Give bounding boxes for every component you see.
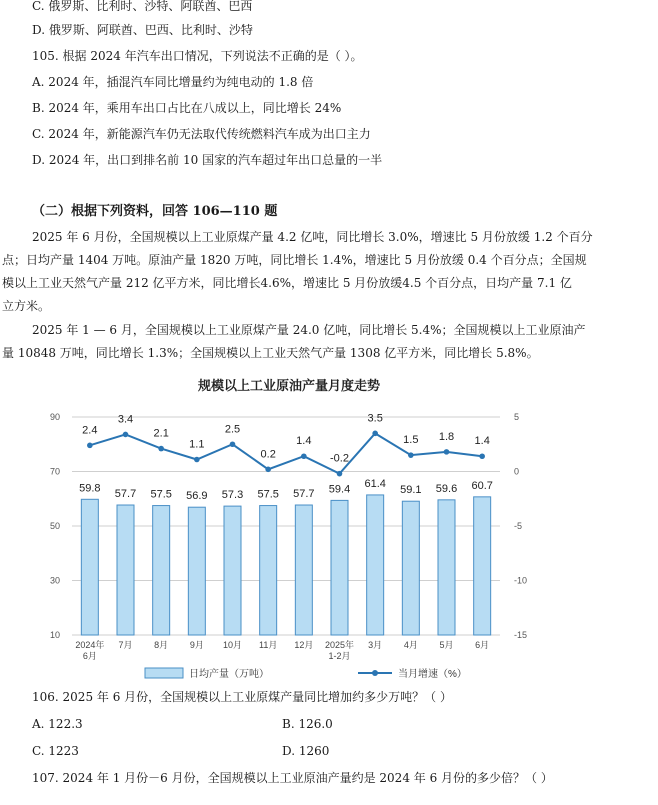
oil-production-chart bbox=[0, 375, 658, 685]
bar-value-label: 56.9 bbox=[186, 490, 208, 503]
line-point bbox=[87, 443, 93, 449]
bar bbox=[295, 505, 312, 635]
line-value-label: 2.5 bbox=[224, 423, 241, 436]
line-point bbox=[479, 453, 485, 459]
bar-value-label: 57.5 bbox=[150, 488, 172, 501]
paragraph-2-line-2: 量 10848 万吨，同比增长 1.3%；全国规模以上工业天然气产量 1308 亿平方米，同比增长 5.8%。 bbox=[2, 346, 539, 360]
x-tick-label: 5月 bbox=[439, 640, 454, 650]
chart-legend bbox=[145, 667, 467, 680]
line-value-label: 3.5 bbox=[367, 412, 383, 425]
bar bbox=[474, 497, 491, 635]
line-point bbox=[194, 457, 200, 463]
left-tick-label: 30 bbox=[49, 575, 60, 586]
bar-value-label: 59.1 bbox=[400, 484, 422, 497]
bar-value-label: 59.4 bbox=[328, 483, 351, 496]
right-tick-label: -10 bbox=[514, 575, 528, 586]
paragraph-1-line-3: 模以上工业天然气产量 212 亿平方米，同比增长4.6%，增速比 5 月份放缓4.5 个百分点，日均产量 7.1 亿 bbox=[2, 276, 572, 290]
growth-line bbox=[90, 430, 482, 473]
x-tick-label: 9月 bbox=[189, 640, 204, 650]
left-tick-label: 10 bbox=[49, 630, 60, 640]
x-tick-label: 7月 bbox=[118, 640, 133, 650]
line-value-label: 1.5 bbox=[403, 434, 419, 447]
q104-option-c: C. 俄罗斯、比利时、沙特、阿联酋、巴西 bbox=[32, 0, 253, 13]
q105-option-c: C. 2024 年，新能源汽车仍无法取代传统燃料汽车成为出口主力 bbox=[32, 127, 371, 141]
q107-stem: 107. 2024 年 1 月份－6 月份，全国规模以上工业原油产量约是 2024 年 6 月份的多少倍？（ ） bbox=[32, 771, 553, 785]
paragraph-1-line-4: 立方米。 bbox=[2, 299, 51, 313]
q106-stem: 106. 2025 年 6 月份，全国规模以上工业原煤产量同比增加约多少万吨？（ ） bbox=[32, 690, 452, 704]
bar-series bbox=[79, 478, 493, 635]
x-tick-label: 10月 bbox=[222, 640, 243, 650]
left-tick-label: 50 bbox=[49, 521, 60, 531]
bar bbox=[367, 495, 384, 635]
q106-option-b: B. 126.0 bbox=[282, 717, 333, 731]
line-point bbox=[230, 441, 236, 447]
bar bbox=[81, 499, 98, 635]
bar-value-label: 57.5 bbox=[257, 488, 279, 501]
q105-option-d: D. 2024 年，出口到排名前 10 国家的汽车超过年出口总量的一半 bbox=[32, 153, 383, 167]
legend-bar-swatch bbox=[145, 668, 183, 678]
paragraph-1-line-2: 点；日均产量 1404 万吨。原油产量 1820 万吨，同比增长 1.4%，增速比 5 月份放缓 0.4 个百分点；全国规 bbox=[2, 253, 587, 267]
right-axis bbox=[514, 412, 527, 640]
line-point bbox=[158, 446, 164, 452]
q104-option-d: D. 俄罗斯、阿联酋、巴西、比利时、沙特 bbox=[32, 23, 253, 37]
line-value-label: 2.4 bbox=[82, 424, 98, 437]
paragraph-1 bbox=[0, 226, 658, 318]
line-series bbox=[82, 412, 490, 476]
bar bbox=[331, 500, 348, 635]
bar bbox=[224, 506, 241, 635]
x-tick-label: 2025年 1-2月 bbox=[324, 640, 355, 661]
line-point bbox=[408, 452, 414, 458]
chart-gridlines bbox=[72, 417, 500, 635]
line-point bbox=[337, 471, 343, 477]
paragraph-2-line-1: 2025 年 1 — 6 月，全国规模以上工业原煤产量 24.0 亿吨，同比增长 5.4%；全国规模以上工业原油产 bbox=[32, 323, 586, 337]
x-tick-label: 11月 bbox=[258, 640, 278, 650]
line-point bbox=[444, 449, 450, 455]
paragraph-1-line-1: 2025 年 6 月份，全国规模以上工业原煤产量 4.2 亿吨，同比增长 3.0%，增速比 5 月份放缓 1.2 个百分 bbox=[32, 230, 593, 244]
bar-value-label: 57.7 bbox=[293, 488, 315, 501]
bar-value-label: 57.3 bbox=[221, 489, 244, 502]
bar bbox=[402, 501, 419, 635]
line-value-label: 3.4 bbox=[117, 413, 134, 426]
line-value-label: 0.2 bbox=[260, 448, 276, 461]
left-tick-label: 90 bbox=[49, 412, 60, 422]
x-tick-label: 3月 bbox=[368, 640, 383, 650]
bar bbox=[438, 500, 455, 635]
chart-title: 规模以上工业原油产量月度走势 bbox=[197, 378, 381, 393]
right-tick-label: 0 bbox=[514, 466, 520, 477]
x-tick-label: 6月 bbox=[475, 640, 490, 650]
q106-option-c: C. 1223 bbox=[32, 744, 79, 758]
q105-option-a: A. 2024 年，插混汽车同比增量约为纯电动的 1.8 倍 bbox=[32, 75, 314, 89]
right-tick-label: -5 bbox=[514, 521, 523, 531]
line-value-label: 1.4 bbox=[296, 435, 312, 448]
right-tick-label: 5 bbox=[514, 412, 520, 422]
legend-bar-label: 日均产量（万吨） bbox=[189, 669, 269, 680]
bar bbox=[153, 506, 170, 635]
line-point bbox=[123, 432, 129, 438]
x-tick-label: 2024年 6月 bbox=[75, 640, 105, 661]
left-tick-label: 70 bbox=[49, 466, 60, 477]
legend-line-label: 当月增速（%） bbox=[398, 669, 467, 680]
q106-option-d: D. 1260 bbox=[282, 744, 330, 758]
bar-value-label: 59.6 bbox=[435, 482, 458, 495]
paragraph-2 bbox=[0, 319, 658, 365]
line-point bbox=[301, 453, 307, 459]
x-tick-label: 4月 bbox=[403, 640, 418, 650]
x-tick-label: 12月 bbox=[294, 640, 314, 650]
bar-value-label: 57.7 bbox=[114, 488, 137, 501]
line-value-label: 1.1 bbox=[189, 438, 205, 451]
q105-stem: 105. 根据 2024 年汽车出口情况，下列说法不正确的是（ ）。 bbox=[32, 49, 363, 63]
q106-option-a: A. 122.3 bbox=[32, 717, 83, 731]
line-point bbox=[372, 431, 378, 437]
bar-value-label: 60.7 bbox=[471, 479, 493, 492]
bar-value-label: 59.8 bbox=[79, 482, 101, 495]
line-value-label: -0.2 bbox=[330, 452, 349, 465]
left-axis bbox=[50, 412, 60, 640]
line-value-label: 2.1 bbox=[153, 427, 169, 440]
section-title: （二）根据下列资料，回答 106—110 题 bbox=[32, 204, 278, 219]
bar bbox=[260, 506, 277, 635]
bar bbox=[188, 507, 205, 635]
legend-line-marker bbox=[372, 670, 378, 676]
q105-option-b: B. 2024 年，乘用车出口占比在八成以上，同比增长 24% bbox=[32, 101, 342, 115]
right-tick-label: -15 bbox=[514, 630, 528, 640]
bar bbox=[117, 505, 134, 635]
x-axis-labels bbox=[75, 639, 489, 661]
line-value-label: 1.4 bbox=[474, 435, 490, 448]
bar-value-label: 61.4 bbox=[364, 477, 386, 490]
x-tick-label: 8月 bbox=[154, 640, 169, 650]
line-point bbox=[265, 467, 271, 473]
line-value-label: 1.8 bbox=[438, 430, 455, 443]
